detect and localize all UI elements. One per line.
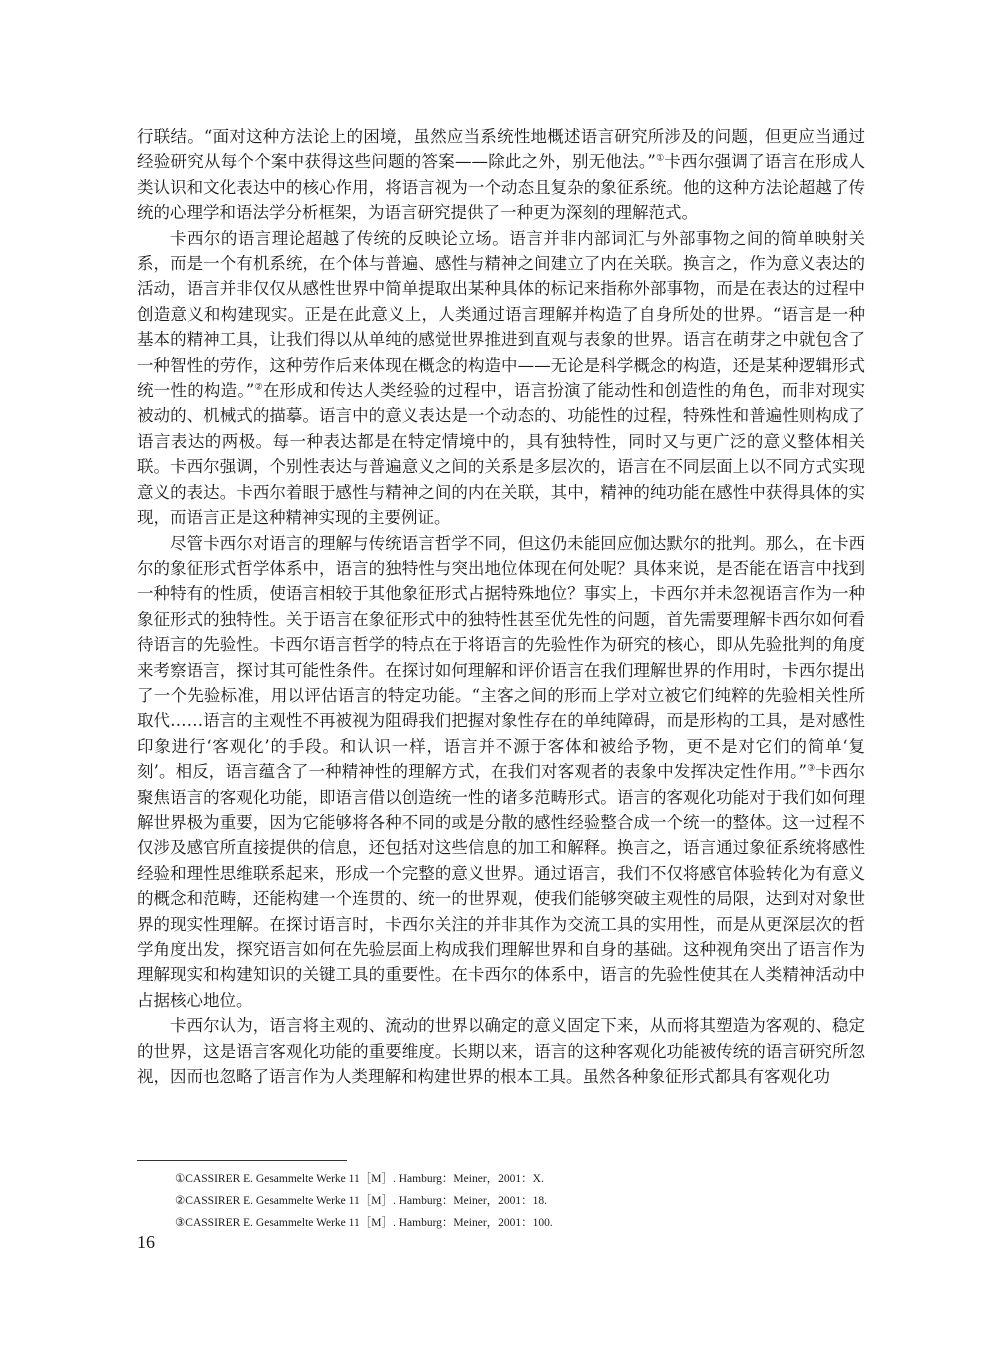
page-number: 16 <box>137 1232 155 1252</box>
paragraph-text: 尽管卡西尔对语言的理解与传统语言哲学不同，但这仍未能回应伽达默尔的批判。那么，在卡西尔的象征形式哲学体系中，语言的独特性与突出地位体现在何处呢？具体来说，是否能在语言中找到一种特有的性质，使语言相较于其他象征形式占据特殊地位？事实上，卡西尔并未忽视语言作为一种象征形式的独特性。关于语言在象征形式中的独特性甚至优先性的问题，首先需要理解卡西尔如何看待语言的先验性。卡西尔语言哲学的特点在于将语言的先验性作为研究的核心，即从先验批判的角度来考察语言，探讨其可能性条件。在探讨如何理解和评价语言在我们理解世界的作用时，卡西尔提出了一个先验标准，用以评估语言的特定功能。“主客之间的形而上学对立被它们纯粹的先验相关性所取代……语言的主观性不再被视为阻碍我们把握对象性存在的单纯障碍，而是形构的工具，是对感性印象进行‘客观化’的手段。和认识一样，语言并不源于客体和被给予物，更不是对它们的简单‘复刻’。相反，语言蕴含了一种精神性的理解方式，在我们对客观者的表象中发挥决定性作用。” <box>137 533 865 782</box>
paragraph <box>137 226 865 531</box>
body-text <box>137 124 865 1089</box>
paragraph <box>137 531 865 1014</box>
paragraph-text: 卡西尔的语言理论超越了传统的反映论立场。语言并非内部词汇与外部事物之间的简单映射关系，而是一个有机系统，在个体与普遍、感性与精神之间建立了内在关联。换言之，作为意义表达的活动，语言并非仅仅从感性世界中简单提取出某种具体的标记来指称外部事物，而是在表达的过程中创造意义和构建现实。正是在此意义上，人类通过语言理解并构造了自身所处的世界。“语言是一种基本的精神工具，让我们得以从单纯的感觉世界推进到直观与表象的世界。语言在萌芽之中就包含了一种智性的劳作，这种劳作后来体现在概念的构造中——无论是科学概念的构造，还是某种逻辑形式统一性的构造。” <box>137 228 865 401</box>
paragraph-text: 卡西尔聚焦语言的客观化功能，即语言借以创造统一性的诸多范畴形式。语言的客观化功能对于我们如何理解世界极为重要，因为它能够将各种不同的或是分散的感性经验整合成一个统一的整体。这一过程不仅涉及感官所直接提供的信息，还包括对这些信息的加工和解释。换言之，语言通过象征系统将感性经验和理性思维联系起来，形成一个完整的意义世界。通过语言，我们不仅将感官体验转化为有意义的概念和范畴，还能构建一个连贯的、统一的世界观，使我们能够突破主观性的局限，达到对对象世界的现实性理解。在探讨语言时，卡西尔关注的并非其作为交流工具的实用性，而是从更深层次的哲学角度出发，探究语言如何在先验层面上构成我们理解世界和自身的基础。这种视角突出了语言作为理解现实和构建知识的关键工具的重要性。在卡西尔的体系中，语言的先验性使其在人类精神活动中占据核心地位。 <box>137 762 866 1010</box>
paragraph-text: 行联结。“面对这种方法论上的困境，虽然应当系统性地概述语言研究所涉及的问题，但更应当通过经验研究从每个个案中获得这些问题的答案——除此之外，别无他法。” <box>137 127 865 172</box>
footnotes <box>175 1168 825 1234</box>
paragraph-text: 在形成和传达人类经验的过程中，语言扮演了能动性和创造性的角色，而非对现实被动的、机械式的描摹。语言中的意义表达是一个动态的、功能性的过程，特殊性和普遍性则构成了语言表达的两极。每一种表达都是在特定情境中的，具有独特性，同时又与更广泛的意义整体相关联。卡西尔强调，个别性表达与普遍意义之间的关系是多层次的，语言在不同层面上以不同方式实现意义的表达。卡西尔着眼于感性与精神之间的内在关联，其中，精神的纯功能在感性中获得具体的实现，而语言正是这种精神实现的主要例证。 <box>137 381 866 528</box>
paragraph <box>137 1013 865 1089</box>
footnote-marker: ③ <box>806 763 816 774</box>
footnote-divider <box>137 1160 347 1161</box>
footnote-2: ②CASSIRER E. Gesammelte Werke 11［M］. Hamburg：Meiner，2001：18. <box>175 1195 548 1207</box>
footnote-1: ①CASSIRER E. Gesammelte Werke 11［M］. Hamburg：Meiner，2001：X. <box>175 1173 544 1185</box>
paragraph-text: 卡西尔强调了语言在形成人类认识和文化表达中的核心作用，将语言视为一个动态且复杂的象征系统。他的这种方法论超越了传统的心理学和语法学分析框架，为语言研究提供了一种更为深刻的理解范式。 <box>137 152 865 223</box>
footnote-3: ③CASSIRER E. Gesammelte Werke 11［M］. Hamburg：Meiner，2001：100. <box>175 1217 553 1229</box>
paragraph <box>137 124 865 226</box>
paragraph-text: 卡西尔认为，语言将主观的、流动的世界以确定的意义固定下来，从而将其塑造为客观的、稳定的世界，这是语言客观化功能的重要维度。长期以来，语言的这种客观化功能被传统的语言研究所忽视，因而也忽略了语言作为人类理解和构建世界的根本工具。虽然各种象征形式都具有客观化功 <box>137 1016 865 1087</box>
footnote-marker: ② <box>254 382 263 393</box>
footnote-marker: ① <box>655 153 665 164</box>
